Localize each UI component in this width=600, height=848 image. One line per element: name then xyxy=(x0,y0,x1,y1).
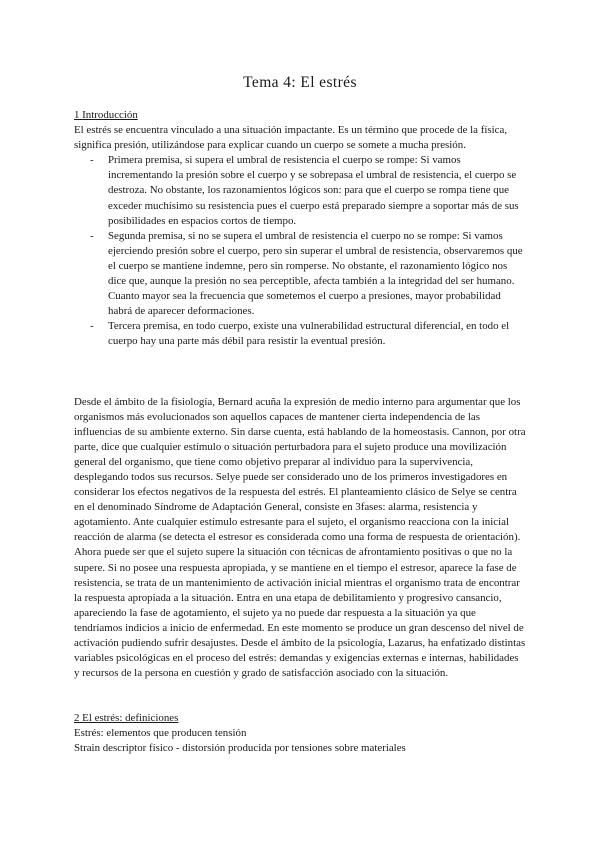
document-body xyxy=(74,108,526,757)
spacer xyxy=(74,681,526,711)
list-item-premise-2: - Segunda premisa, si no se supera el umbral de resistencia el cuerpo no se rompe: Si vamos ejerciendo presión sobre el cuerpo, pero sin superar el umbral de resistencia, observaremos que el cuerpo se mantiene indemne, pero sin romperse. No obstante, el razonamiento lógico nos dice que, aunque la presión no sea perceptible, afecta también a la integridad del ser humano. Cuanto mayor sea la frecuencia que sometemos el cuerpo a presiones, mayor probabilidad habrá de aparecer deformaciones. xyxy=(74,229,526,320)
spacer xyxy=(74,350,526,395)
list-item-premise-3: - Tercera premisa, en todo cuerpo, existe una vulnerabilidad estructural diferencial, en todo el cuerpo hay una parte más débil para resistir la eventual presión. xyxy=(74,319,526,349)
section-heading-introduction: 1 Introducción xyxy=(74,109,138,121)
section-heading-definitions: 2 El estrés: definiciones xyxy=(74,712,179,725)
definition-line-stress: Estrés: elementos que producen tensión xyxy=(74,727,247,740)
page-title: Tema 4: El estrés xyxy=(243,74,357,91)
physiology-paragraph: Desde el ámbito de la fisiología, Bernard acuña la expresión de medio interno para argumentar que los organismos más evolucionados son aquellos capaces de mantener cierta independencia de las influencias de su ambiente externo. Sin darse cuenta, está hablando de la homeostasis. Cannon, por otra parte, dice que cualquier estímulo o situación perturbadora para el sujeto produce una movilización general del organismo, que tiene como objetivo preparar al individuo para la supervivencia, desplegando todos sus recursos. Selye puede ser considerado uno de los primeros investigadores en considerar los efectos negativos de la respuesta del estrés. El planteamiento clásico de Selye se centra en el denominado Síndrome de Adaptación General, consiste en 3fases: alarma, resistencia y agotamiento. Ante cualquier estímulo estresante para el sujeto, el organismo reacciona con la inicial reacción de alarma (se detecta el estresor es considerada como una forma de respuesta de orientación). Ahora puede ser que el sujeto supere la situación con técnicas de afrontamiento positivas o que no la supere. Si no posee una respuesta apropiada, y se mantiene en el tiempo el estresor, aparece la fase de resistencia, se trata de un mantenimiento de activación inicial mientras el organismo trata de encontrar la respuesta apropiada a la situación. Entra en una etapa de debilitamiento y progresivo cansancio, apareciendo la fase de agotamiento, el sujeto ya no puede dar respuesta a la situación ya que tendríamos indicios a inicio de enfermedad. En este momento se produce un gran descenso del nivel de activación pudiendo sufrir desajustes. Desde el ámbito de la psicología, Lazarus, ha enfatizado distintas variables psicológicas en el proceso del estrés: demandas y exigencias externas e internas, habilidades y recursos de la persona en cuestión y grado de satisfacción asociado con la situación. xyxy=(74,395,526,680)
list-item-premise-1: - Primera premisa, si supera el umbral de resistencia el cuerpo se rompe: Si vamos incrementando la presión sobre el cuerpo y se sobrepasa el umbral de resistencia, el cuerpo se destroza. No obstante, los razonamientos lógicos son: para que el cuerpo se rompa tiene que exceder muchísimo su resistencia pues el cuerpo está preparado siempre a soportar más de sus posibilidades en espacios cortos de tiempo. xyxy=(74,153,526,228)
definition-line-strain: Strain descriptor físico - distorsión producida por tensiones sobre materiales xyxy=(74,742,406,755)
premises-list xyxy=(74,153,526,349)
intro-paragraph: El estrés se encuentra vinculado a una situación impactante. Es un término que procede de la física, significa presión, utilizándose para explicar cuando un cuerpo se somete a mucha presión. xyxy=(74,124,508,152)
